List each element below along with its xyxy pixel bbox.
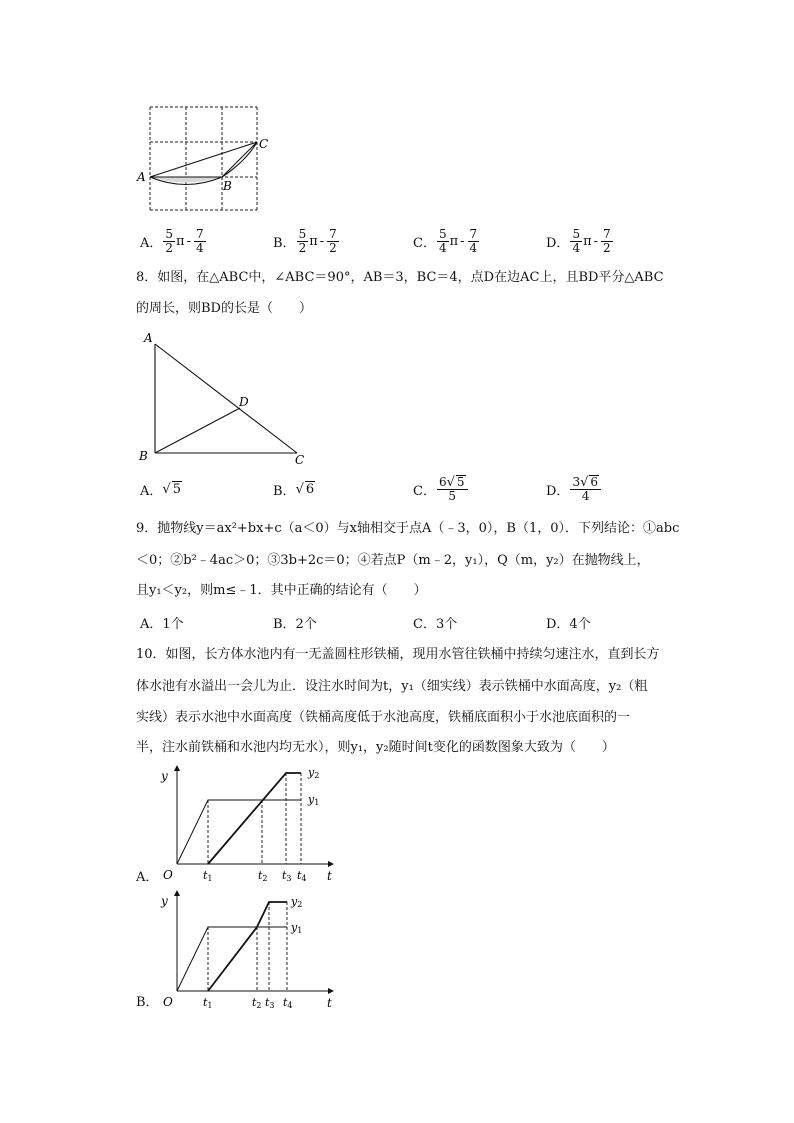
tick-t4: t4 [297,869,307,883]
fraction: $\frac{5}{4}$ [572,226,581,255]
q8-option-a[interactable]: A． √ 5 [140,481,181,499]
y2-line [208,773,301,864]
q8-option-c[interactable]: C． $\frac{6√ 5}{5}$ [413,474,469,504]
q8-option-b[interactable]: B． √ 6 [273,481,315,499]
tick-t3: t3 [265,996,275,1010]
legend-y1: y1 [291,921,303,935]
q9-options [140,607,740,637]
q7-option-a[interactable]: A． $\frac{5}{2}$ π - $\frac{7}{4}$ [140,226,204,255]
q8-label-c: C [295,453,305,467]
axis-t-label: t [327,996,332,1010]
q8-triangle-figure [135,328,315,468]
fraction: $\frac{6√ 5}{5}$ [437,475,468,503]
fraction: $\frac{7}{2}$ [603,226,611,255]
q9-stem-line3: 且y₁＜y₂，则m≤﹣1．其中正确的结论有（ ） [136,583,427,598]
q7-label-a: A [137,170,146,184]
y2-line [208,902,287,991]
q10-option-a-label[interactable]: A． [136,870,159,885]
axis-y-label: y [161,769,168,783]
q8-option-d[interactable]: D． $\frac{3√ 6}{4}$ [546,474,602,504]
q8-stem-line1: 8．如图，在△ABC中，∠ABC＝90°，AB＝3，BC＝4，点D在边AC上，且BD平分△ABC [136,270,664,285]
legend-y2: y2 [291,895,303,909]
tick-t2: t2 [258,869,268,883]
tick-t4: t4 [283,996,293,1010]
tick-t1: t1 [203,996,213,1010]
q9-option-a[interactable]: A．1个 [140,616,184,632]
fraction: $\frac{5}{2}$ [165,226,174,255]
q10-graph-b [155,885,355,1013]
q10-stem-line1: 10．如图，长方体水池内有一无盖圆柱形铁桶，现用水管往铁桶中持续匀速注水，直到长方 [136,647,660,662]
q8-label-a: A [144,331,153,345]
fraction: $\frac{7}{4}$ [195,226,204,255]
fraction: $\frac{5}{2}$ [298,226,307,255]
q10-stem-line2: 体水池有水溢出一会儿为止．设注水时间为t，y₁（细实线）表示铁桶中水面高度，y₂（粗 [136,679,648,694]
q7-label-c: C [259,137,269,151]
fraction: $\frac{3√ 6}{4}$ [570,475,601,503]
legend-y2: y2 [308,766,320,780]
q8-options [140,474,740,504]
q7-option-c[interactable]: C． $\frac{5}{4}$ π - $\frac{7}{4}$ [413,226,478,255]
q10-stem-line3: 实线）表示水池中水面高度（铁桶高度低于水池高度，铁桶底面积小于水池底面积的一 [136,710,631,725]
q9-stem-line2: ＜0；②b²﹣4ac＞0；③3b+2c＝0；④若点P（m﹣2，y₁），Q（m，y₂）在抛物线上， [136,553,650,568]
q9-option-b[interactable]: B．2个 [273,616,317,632]
q8-label-d: D [239,395,249,409]
q10-graph-a [155,760,355,888]
q9-option-c[interactable]: C．3个 [413,616,458,632]
q8-stem-line2: 的周长，则BD的长是（ ） [136,301,312,316]
q10-stem-line4: 半，注水前铁桶和水池内均无水），则y₁，y₂随时间t变化的函数图象大致为（ ） [136,740,615,755]
fraction: $\frac{7}{2}$ [329,226,337,255]
tick-t3: t3 [282,869,292,883]
q9-stem-line1: 9．抛物线y＝ax²+bx+c（a＜0）与x轴相交于点A（﹣3，0），B（1，0）．下列结论：①abc [136,521,680,536]
q9-option-d[interactable]: D．4个 [546,616,591,632]
origin-label: O [163,995,173,1009]
q10-option-b-label[interactable]: B． [136,995,159,1010]
q8-label-b: B [139,449,148,463]
q7-options [140,226,740,256]
q7-option-b[interactable]: B． $\frac{5}{2}$ π - $\frac{7}{2}$ [273,226,337,255]
axis-y-label: y [161,894,168,908]
q7-option-d[interactable]: D． $\frac{5}{4}$ π - $\frac{7}{2}$ [546,226,611,255]
fraction: $\frac{7}{4}$ [469,226,478,255]
q7-label-b: B [223,179,232,193]
q7-grid-figure [135,100,275,215]
legend-y1: y1 [308,793,320,807]
origin-label: O [163,868,173,882]
y1-line [177,800,301,864]
tick-t2: t2 [252,996,262,1010]
axis-t-label: t [327,869,332,883]
tick-t1: t1 [203,869,213,883]
fraction: $\frac{5}{4}$ [438,226,447,255]
